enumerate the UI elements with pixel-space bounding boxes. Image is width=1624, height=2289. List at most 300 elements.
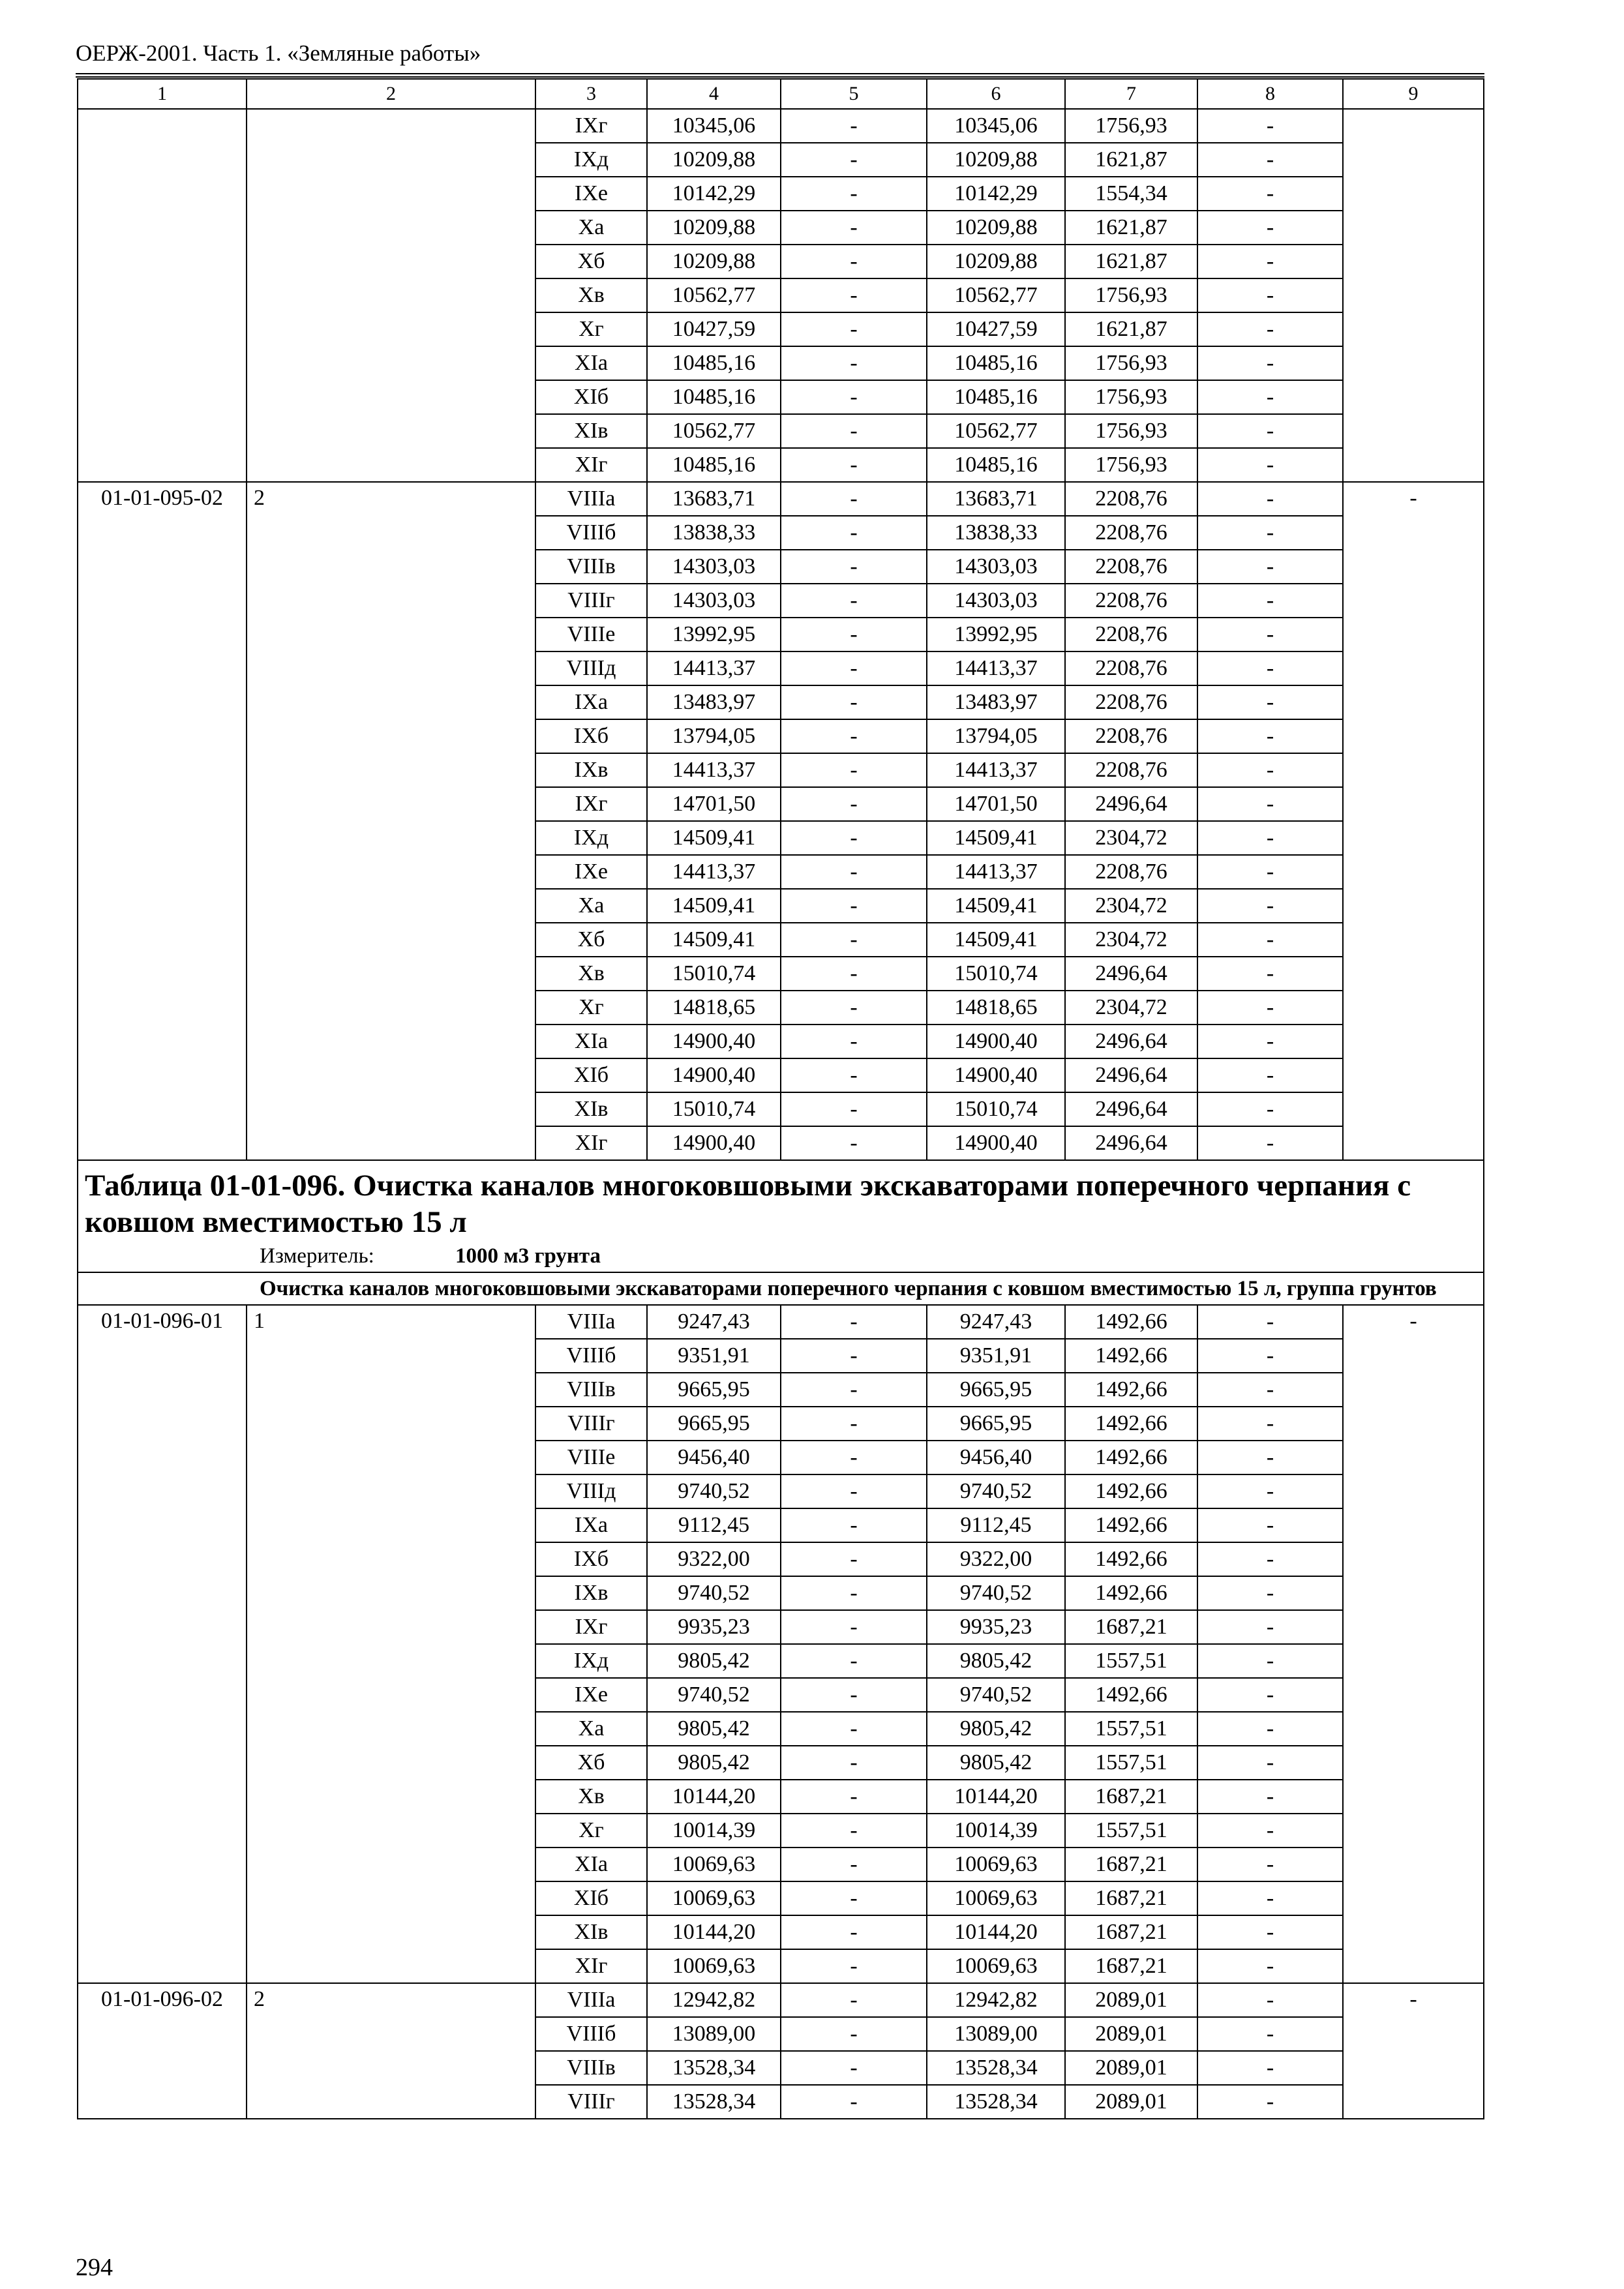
- table-cell: 14818,65: [647, 991, 781, 1025]
- table-cell: -: [781, 2051, 927, 2085]
- table-cell: 10562,77: [647, 414, 781, 448]
- table-cell: -: [781, 1407, 927, 1441]
- table-cell: -: [781, 889, 927, 923]
- table-cell: XIг: [535, 1126, 647, 1160]
- table-cell: 9805,42: [647, 1644, 781, 1678]
- table-cell: 14509,41: [647, 923, 781, 957]
- table-cell: VIIIд: [535, 1474, 647, 1508]
- table-cell: -: [781, 1025, 927, 1058]
- rate-code: [78, 109, 247, 482]
- table-cell: Xб: [535, 923, 647, 957]
- table-cell: -: [781, 1058, 927, 1092]
- table-cell: 9351,91: [927, 1339, 1065, 1373]
- table-cell: 2496,64: [1065, 1025, 1197, 1058]
- table-cell: 1756,93: [1065, 448, 1197, 482]
- table-cell: XIа: [535, 1025, 647, 1058]
- table-cell: -: [1197, 1712, 1343, 1746]
- table-cell: -: [781, 245, 927, 278]
- table-cell: -: [781, 957, 927, 991]
- table-cell: -: [1197, 2017, 1343, 2051]
- table-cell: -: [781, 618, 927, 651]
- table-cell: -: [781, 1814, 927, 1848]
- table-cell: 10427,59: [927, 312, 1065, 346]
- table-cell: 14509,41: [647, 889, 781, 923]
- table-cell: -: [781, 651, 927, 685]
- table-cell: Xа: [535, 1712, 647, 1746]
- table-cell: 10209,88: [927, 143, 1065, 177]
- measure-line: [85, 1243, 1477, 1269]
- table-cell: XIг: [535, 448, 647, 482]
- table-cell: -: [781, 109, 927, 143]
- table-cell: 1687,21: [1065, 1848, 1197, 1881]
- table-cell: Xг: [535, 312, 647, 346]
- table-body: [78, 79, 1484, 2119]
- table-cell: IXг: [535, 1610, 647, 1644]
- table-cell: 14900,40: [647, 1126, 781, 1160]
- table-cell: -: [781, 1881, 927, 1915]
- table-cell: -: [1197, 312, 1343, 346]
- table-cell: 1492,66: [1065, 1576, 1197, 1610]
- table-cell: -: [781, 550, 927, 584]
- table-cell: 14818,65: [927, 991, 1065, 1025]
- table-cell: 10142,29: [927, 177, 1065, 211]
- table-cell: 9805,42: [647, 1712, 781, 1746]
- table-cell: 9740,52: [647, 1678, 781, 1712]
- table-cell: Xв: [535, 957, 647, 991]
- table-cell: -: [781, 855, 927, 889]
- table-cell: 10142,29: [647, 177, 781, 211]
- column-9-value: -: [1343, 1305, 1484, 1983]
- table-cell: 15010,74: [927, 1092, 1065, 1126]
- table-cell: 2208,76: [1065, 651, 1197, 685]
- page-header: ОЕРЖ-2001. Часть 1. «Земляные работы»: [76, 40, 481, 66]
- table-cell: VIIIг: [535, 2085, 647, 2119]
- table-cell: 1687,21: [1065, 1780, 1197, 1814]
- table-cell: 13992,95: [647, 618, 781, 651]
- table-cell: XIг: [535, 1949, 647, 1983]
- table-cell: Xа: [535, 211, 647, 245]
- table-cell: 14413,37: [927, 855, 1065, 889]
- table-cell: IXа: [535, 1508, 647, 1542]
- table-cell: 10209,88: [927, 211, 1065, 245]
- table-cell: 14900,40: [927, 1058, 1065, 1092]
- table-cell: 13089,00: [927, 2017, 1065, 2051]
- table-cell: 2208,76: [1065, 685, 1197, 719]
- table-row: [78, 1305, 1484, 1339]
- table-cell: 2304,72: [1065, 923, 1197, 957]
- table-cell: VIIIа: [535, 482, 647, 516]
- table-cell: 2496,64: [1065, 957, 1197, 991]
- table-cell: IXе: [535, 855, 647, 889]
- table-cell: XIа: [535, 1848, 647, 1881]
- column-number: 9: [1343, 79, 1484, 109]
- table-cell: 10209,88: [647, 245, 781, 278]
- table-cell: 13838,33: [647, 516, 781, 550]
- table-cell: 2208,76: [1065, 719, 1197, 753]
- table-cell: 1756,93: [1065, 109, 1197, 143]
- table-cell: -: [1197, 1474, 1343, 1508]
- table-cell: -: [1197, 1305, 1343, 1339]
- table-cell: VIIIе: [535, 1441, 647, 1474]
- table-cell: 10014,39: [927, 1814, 1065, 1848]
- table-cell: -: [781, 1542, 927, 1576]
- column-number: 5: [781, 79, 927, 109]
- section-title-row: [78, 1160, 1484, 1272]
- table-cell: -: [781, 1576, 927, 1610]
- table-cell: 9935,23: [647, 1610, 781, 1644]
- table-cell: 10209,88: [647, 211, 781, 245]
- table-cell: 10209,88: [647, 143, 781, 177]
- table-cell: -: [1197, 855, 1343, 889]
- table-cell: 14413,37: [647, 651, 781, 685]
- table-cell: IXд: [535, 143, 647, 177]
- table-cell: 9247,43: [927, 1305, 1065, 1339]
- table-cell: 9112,45: [927, 1508, 1065, 1542]
- table-cell: -: [781, 991, 927, 1025]
- table-cell: XIв: [535, 1092, 647, 1126]
- table-cell: 14509,41: [927, 889, 1065, 923]
- column-number: 3: [535, 79, 647, 109]
- table-cell: -: [781, 1092, 927, 1126]
- table-cell: -: [781, 821, 927, 855]
- table-cell: -: [781, 787, 927, 821]
- column-9-value: -: [1343, 482, 1484, 1160]
- table-cell: 9740,52: [927, 1474, 1065, 1508]
- table-cell: -: [1197, 516, 1343, 550]
- table-cell: 10562,77: [927, 278, 1065, 312]
- table-cell: 1557,51: [1065, 1746, 1197, 1780]
- table-cell: -: [1197, 1407, 1343, 1441]
- table-cell: IXв: [535, 753, 647, 787]
- table-cell: 13528,34: [927, 2051, 1065, 2085]
- table-cell: 1621,87: [1065, 143, 1197, 177]
- table-cell: 2496,64: [1065, 1092, 1197, 1126]
- table-cell: 2089,01: [1065, 2017, 1197, 2051]
- rate-code: 01-01-096-02: [78, 1983, 247, 2119]
- column-number-row: [78, 79, 1484, 109]
- table-cell: IXб: [535, 719, 647, 753]
- table-cell: 10069,63: [647, 1881, 781, 1915]
- table-cell: -: [781, 923, 927, 957]
- table-cell: VIIIа: [535, 1983, 647, 2017]
- soil-group: 2: [247, 482, 535, 1160]
- table-cell: Xг: [535, 1814, 647, 1848]
- table-cell: 1492,66: [1065, 1441, 1197, 1474]
- table-cell: -: [1197, 991, 1343, 1025]
- table-cell: 1756,93: [1065, 278, 1197, 312]
- table-cell: 10485,16: [927, 448, 1065, 482]
- table-cell: -: [1197, 719, 1343, 753]
- table-cell: 9740,52: [647, 1474, 781, 1508]
- table-cell: XIб: [535, 1881, 647, 1915]
- table-cell: 10144,20: [927, 1915, 1065, 1949]
- table-cell: -: [781, 1339, 927, 1373]
- table-cell: 10345,06: [647, 109, 781, 143]
- table-cell: IXб: [535, 1542, 647, 1576]
- table-cell: 10069,63: [927, 1848, 1065, 1881]
- table-cell: 2208,76: [1065, 584, 1197, 618]
- table-cell: VIIIб: [535, 516, 647, 550]
- table-cell: IXе: [535, 1678, 647, 1712]
- table-cell: 2496,64: [1065, 787, 1197, 821]
- table-cell: 15010,74: [647, 957, 781, 991]
- table-cell: 14303,03: [647, 550, 781, 584]
- rate-code: 01-01-095-02: [78, 482, 247, 1160]
- table-cell: -: [781, 211, 927, 245]
- table-cell: -: [1197, 1058, 1343, 1092]
- rate-code: 01-01-096-01: [78, 1305, 247, 1983]
- column-9-value: -: [1343, 1983, 1484, 2119]
- column-9-value: [1343, 109, 1484, 482]
- table-cell: VIIIв: [535, 1373, 647, 1407]
- table-cell: 1687,21: [1065, 1915, 1197, 1949]
- table-cell: -: [1197, 618, 1343, 651]
- table-cell: 10144,20: [927, 1780, 1065, 1814]
- table-cell: -: [1197, 1983, 1343, 2017]
- table-cell: 2496,64: [1065, 1126, 1197, 1160]
- table-cell: 2089,01: [1065, 2051, 1197, 2085]
- table-cell: 9322,00: [647, 1542, 781, 1576]
- column-number: 8: [1197, 79, 1343, 109]
- table-cell: 9351,91: [647, 1339, 781, 1373]
- table-cell: -: [1197, 2051, 1343, 2085]
- table-cell: -: [1197, 278, 1343, 312]
- table-cell: -: [781, 1610, 927, 1644]
- table-cell: 1492,66: [1065, 1678, 1197, 1712]
- table-cell: -: [1197, 1508, 1343, 1542]
- table-cell: 10069,63: [647, 1848, 781, 1881]
- table-cell: -: [1197, 584, 1343, 618]
- table-cell: -: [1197, 482, 1343, 516]
- table-cell: 10345,06: [927, 109, 1065, 143]
- table-cell: -: [781, 278, 927, 312]
- column-number: 4: [647, 79, 781, 109]
- table-cell: -: [781, 685, 927, 719]
- table-cell: 2208,76: [1065, 618, 1197, 651]
- table-cell: -: [781, 1126, 927, 1160]
- soil-group: 2: [247, 1983, 535, 2119]
- table-cell: IXа: [535, 685, 647, 719]
- table-cell: -: [781, 1474, 927, 1508]
- table-cell: IXв: [535, 1576, 647, 1610]
- table-cell: XIв: [535, 1915, 647, 1949]
- table-cell: -: [1197, 1610, 1343, 1644]
- table-cell: -: [1197, 550, 1343, 584]
- table-cell: -: [781, 516, 927, 550]
- table-cell: -: [1197, 1780, 1343, 1814]
- table-title: Таблица 01-01-096. Очистка каналов многоковшовыми экскаваторами поперечного черпания с ковшом вместимостью 15 л: [85, 1169, 1411, 1239]
- table-cell: -: [1197, 1576, 1343, 1610]
- table-cell: 1756,93: [1065, 414, 1197, 448]
- table-cell: 9935,23: [927, 1610, 1065, 1644]
- table-cell: 10485,16: [647, 380, 781, 414]
- table-cell: 1492,66: [1065, 1305, 1197, 1339]
- table-cell: 14900,40: [647, 1058, 781, 1092]
- table-cell: -: [781, 177, 927, 211]
- section-title-cell: [78, 1160, 1484, 1272]
- measure-value: 1000 м3 грунта: [455, 1244, 601, 1268]
- table-cell: 10562,77: [647, 278, 781, 312]
- table-cell: -: [1197, 1848, 1343, 1881]
- measure-label: Измеритель:: [260, 1244, 374, 1268]
- table-cell: 14413,37: [927, 651, 1065, 685]
- table-cell: 1621,87: [1065, 211, 1197, 245]
- table-cell: XIб: [535, 380, 647, 414]
- column-number: 7: [1065, 79, 1197, 109]
- table-cell: 2304,72: [1065, 889, 1197, 923]
- table-cell: 1492,66: [1065, 1542, 1197, 1576]
- table-cell: 13683,71: [647, 482, 781, 516]
- table-cell: 13794,05: [647, 719, 781, 753]
- table-cell: 10144,20: [647, 1915, 781, 1949]
- table-cell: VIIIб: [535, 2017, 647, 2051]
- table-cell: 1492,66: [1065, 1373, 1197, 1407]
- page-number: 294: [76, 2254, 113, 2281]
- section-description-row: [78, 1272, 1484, 1305]
- table-cell: 9805,42: [927, 1712, 1065, 1746]
- table-cell: 10069,63: [927, 1949, 1065, 1983]
- table-cell: -: [1197, 211, 1343, 245]
- table-cell: -: [1197, 651, 1343, 685]
- table-cell: -: [1197, 2085, 1343, 2119]
- table-cell: -: [1197, 1644, 1343, 1678]
- table-cell: -: [781, 1983, 927, 2017]
- table-cell: 12942,82: [647, 1983, 781, 2017]
- table-cell: XIа: [535, 346, 647, 380]
- table-cell: VIIIг: [535, 1407, 647, 1441]
- table-cell: 1756,93: [1065, 346, 1197, 380]
- table-cell: -: [1197, 109, 1343, 143]
- table-cell: Xб: [535, 1746, 647, 1780]
- table-cell: -: [781, 1305, 927, 1339]
- table-cell: -: [781, 1746, 927, 1780]
- table-row: [78, 482, 1484, 516]
- table-cell: -: [781, 1441, 927, 1474]
- table-cell: -: [781, 448, 927, 482]
- table-cell: 15010,74: [647, 1092, 781, 1126]
- table-cell: Xв: [535, 278, 647, 312]
- table-cell: IXд: [535, 1644, 647, 1678]
- table-cell: -: [781, 753, 927, 787]
- header-rule: [76, 73, 1484, 74]
- table-cell: 14303,03: [647, 584, 781, 618]
- table-cell: -: [781, 719, 927, 753]
- table-cell: VIIIб: [535, 1339, 647, 1373]
- table-cell: 14701,50: [927, 787, 1065, 821]
- table-cell: 1557,51: [1065, 1644, 1197, 1678]
- table-cell: 14701,50: [647, 787, 781, 821]
- table-cell: 1492,66: [1065, 1407, 1197, 1441]
- table-cell: -: [1197, 448, 1343, 482]
- table-cell: -: [781, 1678, 927, 1712]
- table-cell: 13089,00: [647, 2017, 781, 2051]
- table-cell: 2208,76: [1065, 753, 1197, 787]
- table-cell: 2089,01: [1065, 2085, 1197, 2119]
- table-cell: VIIIв: [535, 2051, 647, 2085]
- soil-group: [247, 109, 535, 482]
- table-cell: -: [781, 1949, 927, 1983]
- column-number: 6: [927, 79, 1065, 109]
- table-cell: 2089,01: [1065, 1983, 1197, 2017]
- table-cell: VIIIа: [535, 1305, 647, 1339]
- table-cell: 10485,16: [647, 448, 781, 482]
- table-cell: 9456,40: [927, 1441, 1065, 1474]
- table-cell: -: [781, 2085, 927, 2119]
- table-cell: -: [1197, 143, 1343, 177]
- column-number: 2: [247, 79, 535, 109]
- table-cell: -: [781, 1780, 927, 1814]
- table-cell: 2208,76: [1065, 482, 1197, 516]
- table-cell: 14303,03: [927, 584, 1065, 618]
- table-cell: 9665,95: [927, 1407, 1065, 1441]
- table-cell: 10427,59: [647, 312, 781, 346]
- table-cell: 13838,33: [927, 516, 1065, 550]
- table-cell: -: [1197, 414, 1343, 448]
- table-cell: 9740,52: [927, 1678, 1065, 1712]
- table-cell: 13683,71: [927, 482, 1065, 516]
- table-cell: -: [1197, 1092, 1343, 1126]
- table-cell: -: [1197, 1126, 1343, 1160]
- table-cell: -: [781, 380, 927, 414]
- table-cell: 14900,40: [647, 1025, 781, 1058]
- table-cell: 14303,03: [927, 550, 1065, 584]
- table-cell: 9247,43: [647, 1305, 781, 1339]
- table-cell: -: [1197, 1949, 1343, 1983]
- table-cell: -: [781, 2017, 927, 2051]
- table-cell: -: [781, 312, 927, 346]
- table-cell: -: [781, 414, 927, 448]
- table-cell: 10014,39: [647, 1814, 781, 1848]
- table-cell: XIв: [535, 414, 647, 448]
- table-cell: 14413,37: [647, 753, 781, 787]
- table-cell: -: [781, 1644, 927, 1678]
- table-cell: 9805,42: [927, 1644, 1065, 1678]
- table-cell: 1554,34: [1065, 177, 1197, 211]
- table-cell: -: [1197, 1542, 1343, 1576]
- table-cell: 2208,76: [1065, 516, 1197, 550]
- table-cell: IXд: [535, 821, 647, 855]
- table-cell: 1492,66: [1065, 1339, 1197, 1373]
- table-cell: 2208,76: [1065, 550, 1197, 584]
- table-cell: 1621,87: [1065, 312, 1197, 346]
- table-cell: 10144,20: [647, 1780, 781, 1814]
- table-cell: 10485,16: [927, 380, 1065, 414]
- table-cell: Xб: [535, 245, 647, 278]
- table-cell: -: [1197, 685, 1343, 719]
- table-cell: VIIIг: [535, 584, 647, 618]
- table-cell: 2304,72: [1065, 991, 1197, 1025]
- table-cell: 14509,41: [647, 821, 781, 855]
- table-cell: -: [781, 1508, 927, 1542]
- table-row: [78, 1983, 1484, 2017]
- table-cell: 14900,40: [927, 1025, 1065, 1058]
- table-cell: 13794,05: [927, 719, 1065, 753]
- table-cell: IXг: [535, 787, 647, 821]
- table-cell: -: [1197, 1678, 1343, 1712]
- table-cell: 14413,37: [927, 753, 1065, 787]
- section-description: Очистка каналов многоковшовыми экскаваторами поперечного черпания с ковшом вместимостью 15 л, группа грунтов: [78, 1272, 1484, 1305]
- table-cell: 13992,95: [927, 618, 1065, 651]
- table-cell: 9740,52: [927, 1576, 1065, 1610]
- table-cell: 2304,72: [1065, 821, 1197, 855]
- table-cell: 14900,40: [927, 1126, 1065, 1160]
- table-cell: 1492,66: [1065, 1508, 1197, 1542]
- table-cell: -: [781, 346, 927, 380]
- table-cell: 9740,52: [647, 1576, 781, 1610]
- table-cell: 9322,00: [927, 1542, 1065, 1576]
- table-cell: 10209,88: [927, 245, 1065, 278]
- table-cell: 10069,63: [647, 1949, 781, 1983]
